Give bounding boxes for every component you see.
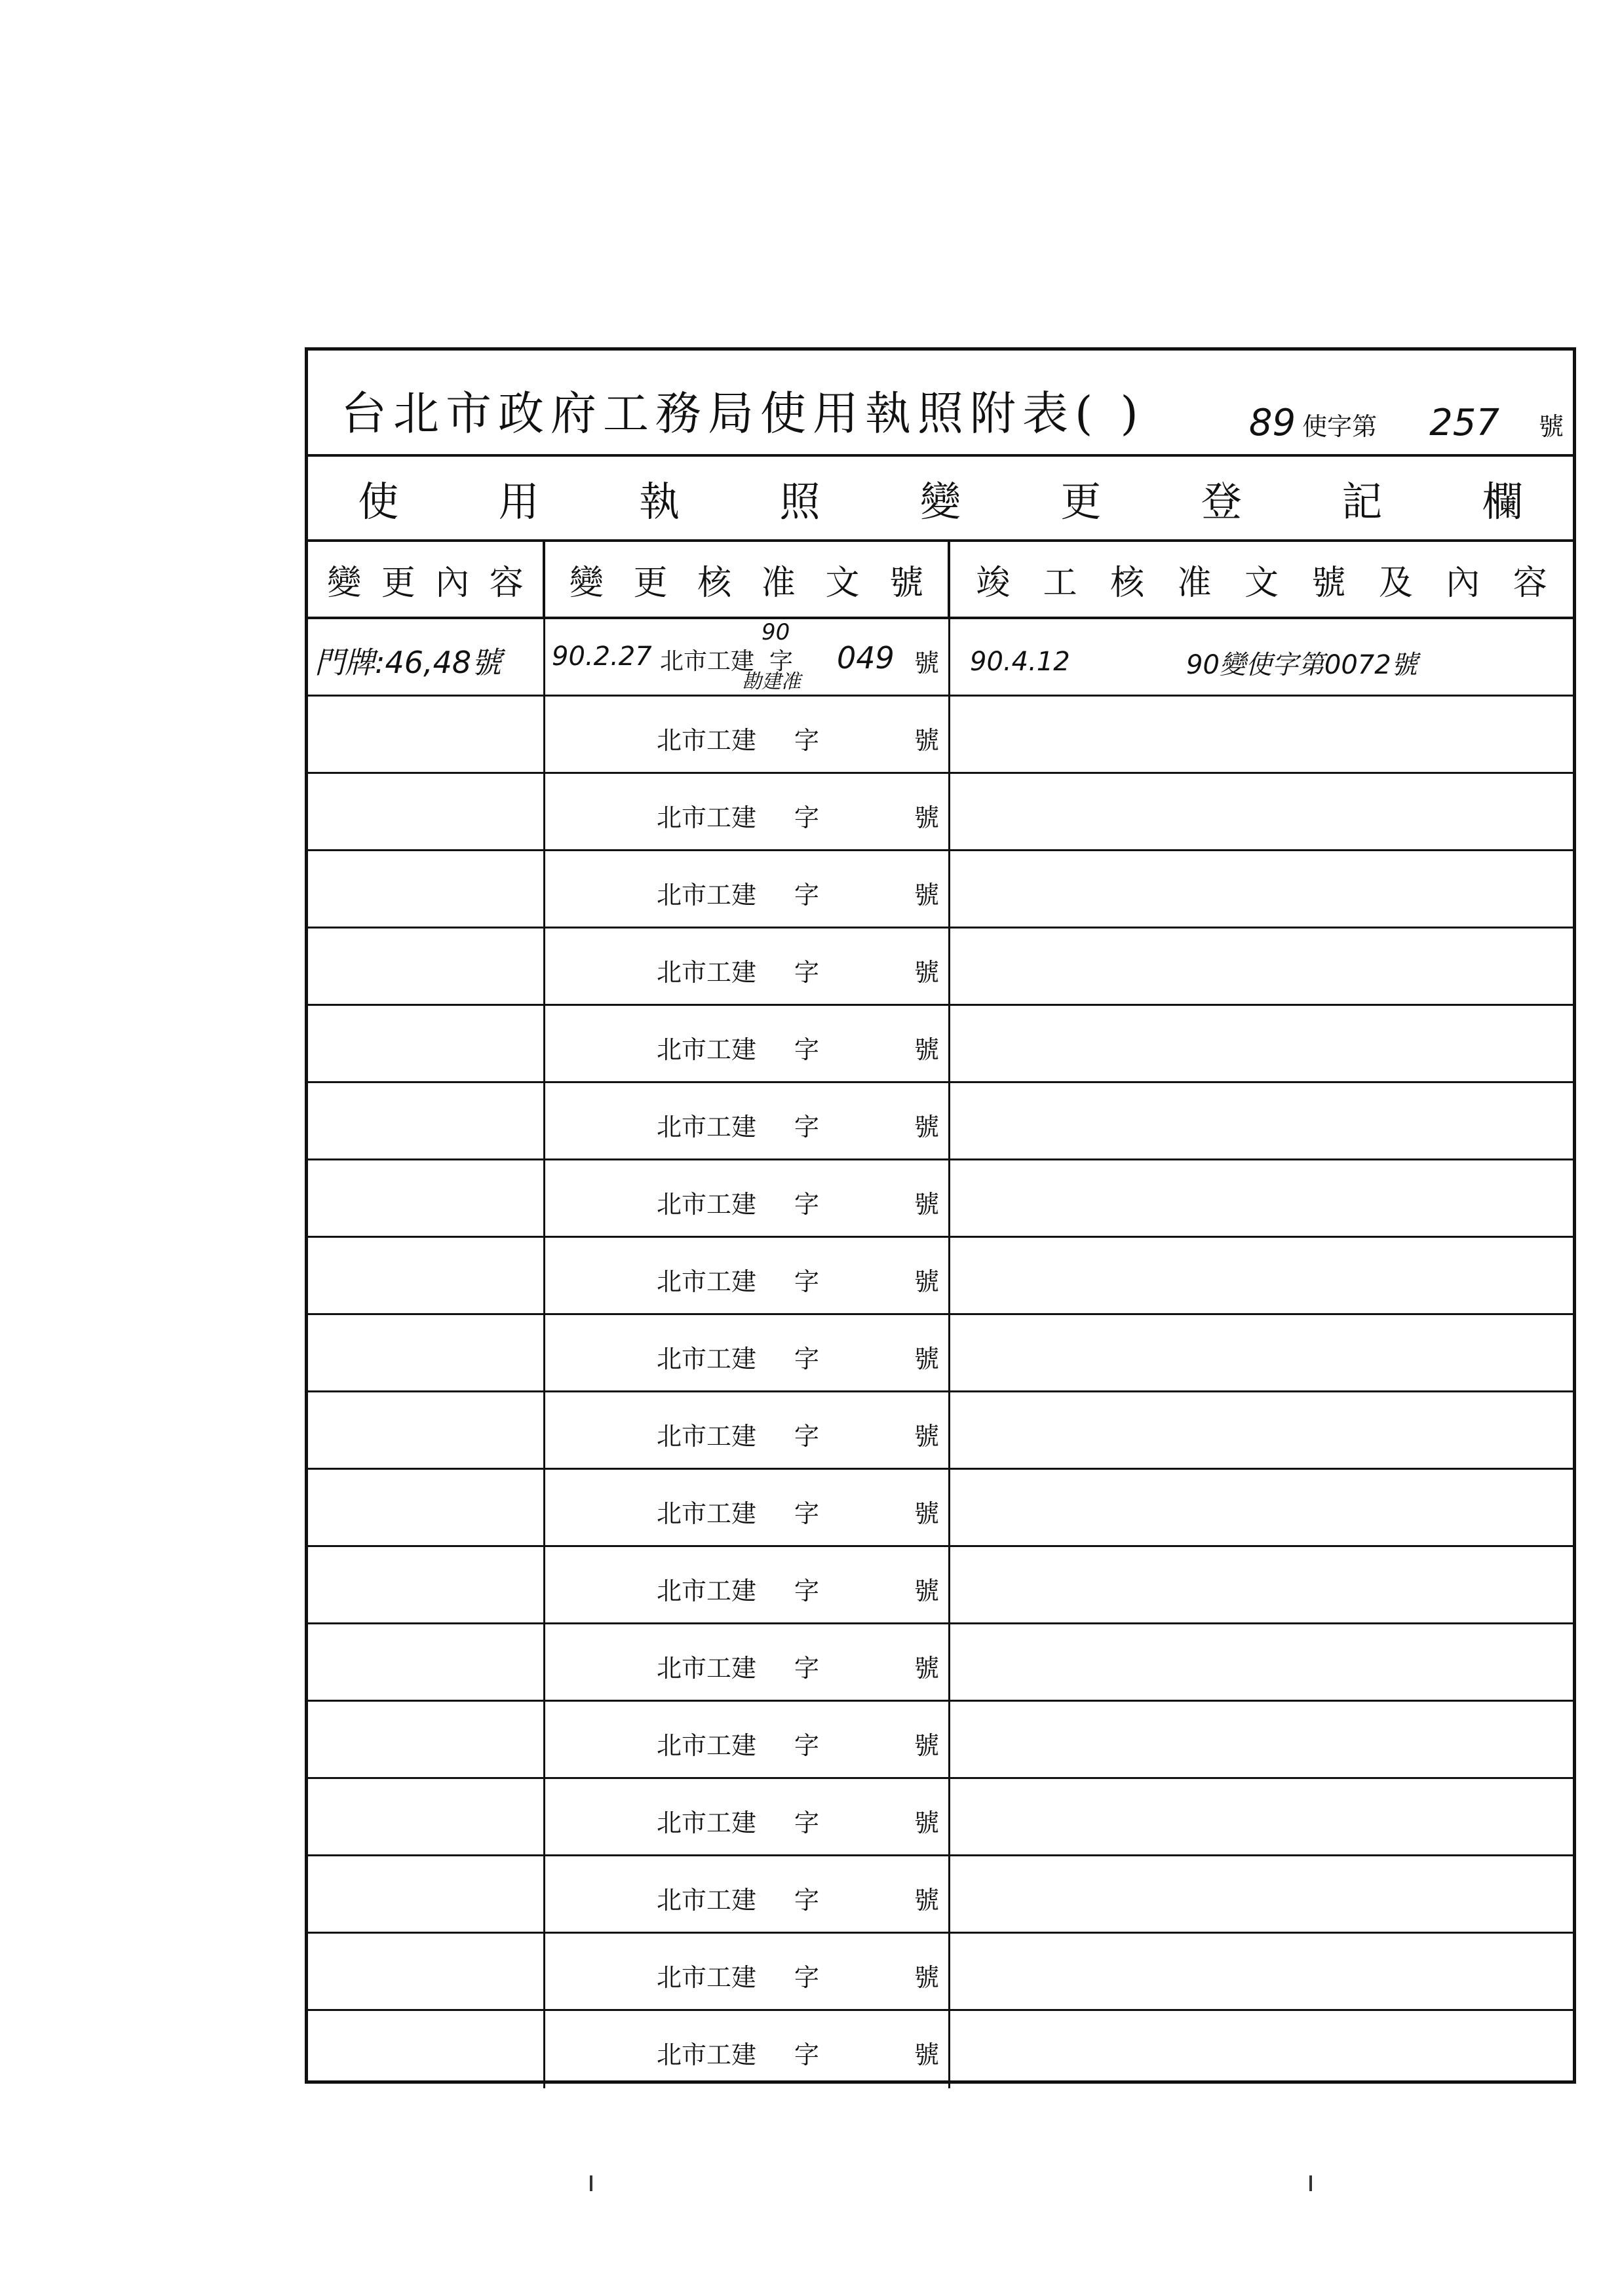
completion-ref-cell[interactable] <box>950 1006 1573 1081</box>
ref-char: 字 <box>794 1577 820 1605</box>
permit-annex-form <box>305 347 1576 2084</box>
permit-number-field <box>1249 402 1564 444</box>
approval-number: 049 <box>837 640 895 676</box>
ref-char: 字 <box>794 803 820 832</box>
ref-prefix: 北市工建 <box>657 1654 757 1683</box>
completion-ref-cell[interactable] <box>950 1547 1573 1622</box>
header-char: 號 <box>1311 563 1346 603</box>
approval-ref-cell[interactable] <box>545 1315 950 1390</box>
change-content-cell[interactable] <box>308 1392 545 1468</box>
approval-ref-cell[interactable] <box>545 1779 950 1854</box>
change-content-cell <box>308 619 545 695</box>
ref-prefix: 北市工建 <box>657 1499 757 1528</box>
approval-ref-cell[interactable] <box>545 928 950 1004</box>
header-char: 容 <box>489 563 524 603</box>
header-completion-ref <box>950 542 1573 617</box>
completion-ref-cell[interactable] <box>950 1624 1573 1700</box>
completion-ref-cell[interactable] <box>950 928 1573 1004</box>
approval-ref-cell[interactable] <box>545 1392 950 1468</box>
approval-ref-cell[interactable] <box>545 1083 950 1158</box>
section-char: 執 <box>639 477 680 526</box>
header-char: 變 <box>569 563 604 603</box>
completion-ref-cell[interactable] <box>950 1470 1573 1545</box>
ref-suffix: 號 <box>914 881 939 909</box>
approval-ref-cell <box>545 619 950 695</box>
header-char: 內 <box>1446 563 1480 603</box>
change-content-cell[interactable] <box>308 1006 545 1081</box>
completion-ref-cell[interactable] <box>950 1160 1573 1236</box>
ref-prefix: 北市工建 <box>657 1577 757 1605</box>
change-content-cell[interactable] <box>308 928 545 1004</box>
change-content-cell[interactable] <box>308 1315 545 1390</box>
table-row <box>308 928 1573 1006</box>
ref-suffix: 號 <box>914 2040 939 2069</box>
ref-char: 字 <box>794 1345 820 1373</box>
section-char: 變 <box>919 477 961 526</box>
ref-prefix: 北市工建 <box>657 1808 757 1837</box>
approval-ref-cell[interactable] <box>545 1624 950 1700</box>
completion-ref-cell[interactable] <box>950 1315 1573 1390</box>
ref-suffix: 號 <box>914 1963 939 1992</box>
table-row <box>308 1238 1573 1315</box>
ref-prefix: 北市工建 <box>657 1963 757 1992</box>
ref-prefix: 北市工建 <box>657 803 757 832</box>
ref-suffix: 號 <box>914 1267 939 1296</box>
table-row-filled <box>308 619 1573 697</box>
table-row <box>308 1083 1573 1160</box>
ref-suffix: 號 <box>914 1422 939 1451</box>
change-content-cell[interactable] <box>308 774 545 849</box>
header-char: 變 <box>327 563 362 603</box>
column-header-row <box>308 542 1573 619</box>
approval-ref-cell[interactable] <box>545 1238 950 1313</box>
header-char: 核 <box>1110 563 1145 603</box>
approval-ref-cell[interactable] <box>545 1470 950 1545</box>
table-row <box>308 697 1573 774</box>
change-content-cell[interactable] <box>308 1547 545 1622</box>
ref-suffix: 號 <box>914 1654 939 1683</box>
completion-ref-cell[interactable] <box>950 1238 1573 1313</box>
ref-prefix: 北市工建 <box>657 2040 757 2069</box>
header-char: 更 <box>633 563 668 603</box>
approval-ref-cell[interactable] <box>545 1160 950 1236</box>
ref-char: 字 <box>794 958 820 987</box>
ref-prefix: 北市工建 <box>657 1035 757 1064</box>
ref-prefix: 北市工建 <box>657 726 757 755</box>
ref-prefix: 北市工建 <box>657 1886 757 1915</box>
ref-suffix: 號 <box>914 1577 939 1605</box>
change-content-cell[interactable] <box>308 1702 545 1777</box>
approval-ref-cell[interactable] <box>545 774 950 849</box>
section-char: 記 <box>1341 477 1383 526</box>
table-row <box>308 1315 1573 1392</box>
table-row <box>308 774 1573 851</box>
title-row <box>308 351 1573 457</box>
ref-suffix: 號 <box>914 726 939 755</box>
approval-ref-cell[interactable] <box>545 2011 950 2088</box>
completion-ref-cell[interactable] <box>950 1083 1573 1158</box>
completion-ref-value: 90變使字第0072號 <box>1186 650 1418 680</box>
completion-ref-cell[interactable] <box>950 1779 1573 1854</box>
section-char: 照 <box>779 477 820 526</box>
ref-char: 字 <box>794 1035 820 1064</box>
ref-prefix: 北市工建 <box>657 1113 757 1141</box>
table-row <box>308 1624 1573 1702</box>
table-row <box>308 1470 1573 1547</box>
header-char: 准 <box>1177 563 1212 603</box>
completion-ref-cell[interactable] <box>950 1934 1573 2009</box>
register-rows <box>308 619 1573 2088</box>
approval-ref-cell[interactable] <box>545 1702 950 1777</box>
header-char: 更 <box>381 563 415 603</box>
header-char: 竣 <box>976 563 1011 603</box>
approval-ref-cell[interactable] <box>545 851 950 927</box>
approval-date: 90.2.27 <box>552 641 652 672</box>
ref-prefix: 北市工建 <box>657 1345 757 1373</box>
header-char: 核 <box>697 563 732 603</box>
ref-suffix: 號 <box>914 803 939 832</box>
completion-ref-cell[interactable] <box>950 697 1573 772</box>
section-char: 登 <box>1201 477 1242 526</box>
approval-ref-cell[interactable] <box>545 1934 950 2009</box>
ref-char: 字 <box>794 726 820 755</box>
table-row <box>308 1006 1573 1083</box>
completion-ref-cell[interactable] <box>950 1856 1573 1932</box>
change-content-cell[interactable] <box>308 2011 545 2088</box>
scan-mark <box>1309 2175 1312 2191</box>
header-char: 工 <box>1043 563 1077 603</box>
ref-suffix: 號 <box>914 1190 939 1219</box>
ref-suffix: 號 <box>914 1886 939 1915</box>
completion-ref-cell[interactable] <box>950 774 1573 849</box>
ref-char: 字 <box>794 1886 820 1915</box>
ref-char: 字 <box>794 1808 820 1837</box>
ref-char: 字 <box>794 1113 820 1141</box>
completion-ref-cell[interactable] <box>950 851 1573 927</box>
ref-prefix: 北市工建 <box>657 1267 757 1296</box>
table-row <box>308 1160 1573 1238</box>
permit-suffix: 號 <box>1538 412 1564 441</box>
ref-char: 字 <box>794 1963 820 1992</box>
table-row <box>308 1547 1573 1624</box>
ref-char: 字 <box>794 1190 820 1219</box>
approval-ref-cell[interactable] <box>545 1006 950 1081</box>
header-char: 容 <box>1513 563 1547 603</box>
header-char: 文 <box>1244 563 1279 603</box>
completion-ref-cell[interactable] <box>950 1702 1573 1777</box>
ref-char: 字 <box>794 1499 820 1528</box>
section-char: 用 <box>498 477 539 526</box>
change-content-cell[interactable] <box>308 1238 545 1313</box>
change-content-cell[interactable] <box>308 1934 545 2009</box>
ref-prefix: 北市工建 <box>657 958 757 987</box>
ref-suffix: 號 <box>914 1113 939 1141</box>
table-row <box>308 2011 1573 2088</box>
header-char: 准 <box>761 563 796 603</box>
change-content-cell[interactable] <box>308 1856 545 1932</box>
header-char: 號 <box>889 563 924 603</box>
header-char: 及 <box>1378 563 1413 603</box>
completion-ref-cell[interactable] <box>950 2011 1573 2088</box>
ref-suffix: 號 <box>914 958 939 987</box>
approval-ref-cell[interactable] <box>545 1547 950 1622</box>
table-row <box>308 1702 1573 1779</box>
form-title: 台北市政府工務局使用執照附表( ) <box>341 387 1145 440</box>
ref-char: 字 <box>794 1422 820 1451</box>
ref-suffix: 號 <box>914 1808 939 1837</box>
change-content-cell[interactable] <box>308 1470 545 1545</box>
table-row <box>308 1779 1573 1856</box>
table-row <box>308 1856 1573 1934</box>
header-change-content <box>308 542 545 617</box>
header-char: 內 <box>435 563 470 603</box>
ref-char: 字 <box>794 1267 820 1296</box>
permit-number: 257 <box>1429 402 1499 444</box>
change-content-cell[interactable] <box>308 851 545 927</box>
permit-label: 使字第 <box>1302 412 1378 441</box>
permit-year: 89 <box>1248 402 1296 444</box>
completion-ref-cell[interactable] <box>950 1392 1573 1468</box>
section-char: 使 <box>358 477 399 526</box>
table-row <box>308 1392 1573 1470</box>
change-content-cell[interactable] <box>308 697 545 772</box>
change-content-cell[interactable] <box>308 1160 545 1236</box>
completion-ref-cell <box>950 619 1573 695</box>
ref-suffix: 號 <box>914 1035 939 1064</box>
approval-ref-cell[interactable] <box>545 1856 950 1932</box>
change-content-value: 門牌:46,48號 <box>315 645 502 680</box>
header-char: 文 <box>825 563 860 603</box>
scan-mark <box>590 2175 592 2191</box>
ref-prefix: 北市工建 <box>657 1422 757 1451</box>
ref-char: 字 <box>794 1654 820 1683</box>
change-content-cell[interactable] <box>308 1083 545 1158</box>
ref-char: 字 <box>794 881 820 909</box>
section-char: 更 <box>1060 477 1102 526</box>
change-content-cell[interactable] <box>308 1624 545 1700</box>
header-approval-ref <box>545 542 950 617</box>
approval-ref-cell[interactable] <box>545 697 950 772</box>
table-row <box>308 1934 1573 2011</box>
ref-char: 字 <box>769 648 794 675</box>
change-content-cell[interactable] <box>308 1779 545 1854</box>
ref-prefix: 北市工建 <box>657 1190 757 1219</box>
table-row <box>308 851 1573 928</box>
ref-suffix: 號 <box>914 649 939 678</box>
ref-prefix: 北市工建 <box>657 881 757 909</box>
completion-date: 90.4.12 <box>970 647 1070 677</box>
ref-suffix: 號 <box>914 1499 939 1528</box>
ref-char: 字 <box>794 1731 820 1760</box>
ref-suffix: 號 <box>914 1345 939 1373</box>
ref-char: 字 <box>794 2040 820 2069</box>
approval-year: 90 <box>762 619 790 645</box>
ref-suffix: 號 <box>914 1731 939 1760</box>
approval-type: 勘建准 <box>742 670 801 693</box>
ref-prefix: 北市工建 <box>660 648 755 675</box>
section-char: 欄 <box>1482 477 1523 526</box>
section-title <box>308 457 1573 542</box>
ref-prefix: 北市工建 <box>657 1731 757 1760</box>
